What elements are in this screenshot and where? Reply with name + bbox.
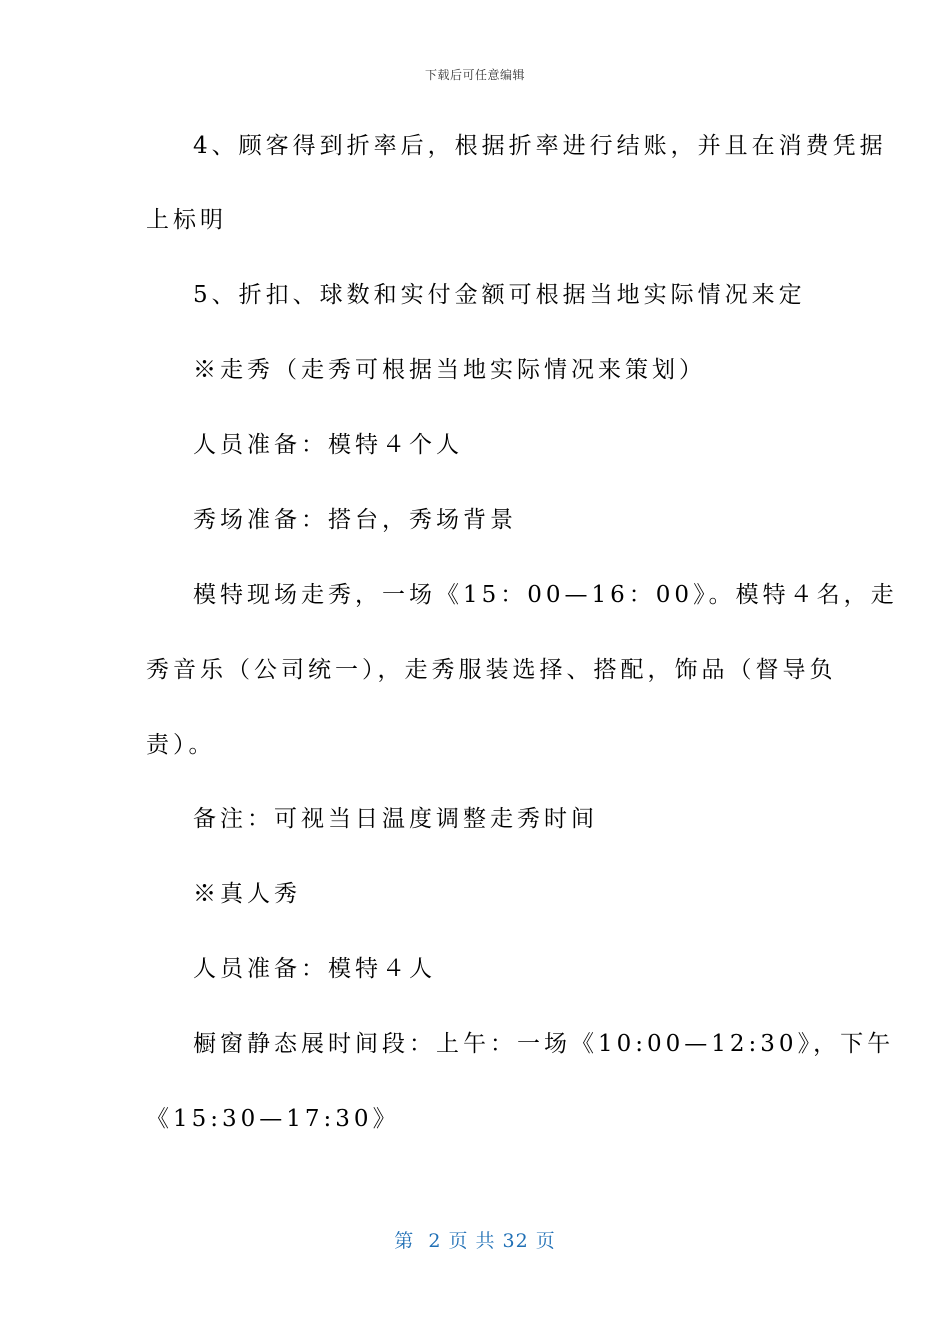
paragraph-line-14: 《15:30—17:30》 — [146, 1106, 400, 1132]
page-number-footer: 第 2 页 共 32 页 — [394, 1230, 556, 1252]
section-heading-live-show: ※真人秀 — [193, 881, 301, 907]
paragraph-line-5: 人员准备：模特４个人 — [193, 432, 463, 458]
page-header: 下载后可任意编辑 — [424, 68, 525, 82]
paragraph-line-10: 备注：可视当日温度调整走秀时间 — [193, 806, 598, 832]
paragraph-line-7: 模特现场走秀，一场《15：00—16：00》。模特４名，走 — [193, 582, 898, 608]
paragraph-line-12: 人员准备：模特４人 — [193, 956, 436, 982]
paragraph-line-8: 秀音乐（公司统一），走秀服装选择、搭配，饰品（督导负 — [146, 657, 837, 683]
paragraph-line-3: 5、折扣、球数和实付金额可根据当地实际情况来定 — [193, 282, 806, 308]
paragraph-line-13: 橱窗静态展时间段：上午：一场《10:00—12:30》，下午 — [193, 1031, 895, 1057]
paragraph-line-9: 责）。 — [146, 732, 216, 758]
paragraph-line-2: 上标明 — [146, 207, 227, 233]
paragraph-line-6: 秀场准备：搭台，秀场背景 — [193, 507, 517, 533]
paragraph-line-1: 4、顾客得到折率后，根据折率进行结账，并且在消费凭据 — [193, 133, 887, 159]
section-heading-catwalk: ※走秀（走秀可根据当地实际情况来策划） — [193, 357, 706, 383]
